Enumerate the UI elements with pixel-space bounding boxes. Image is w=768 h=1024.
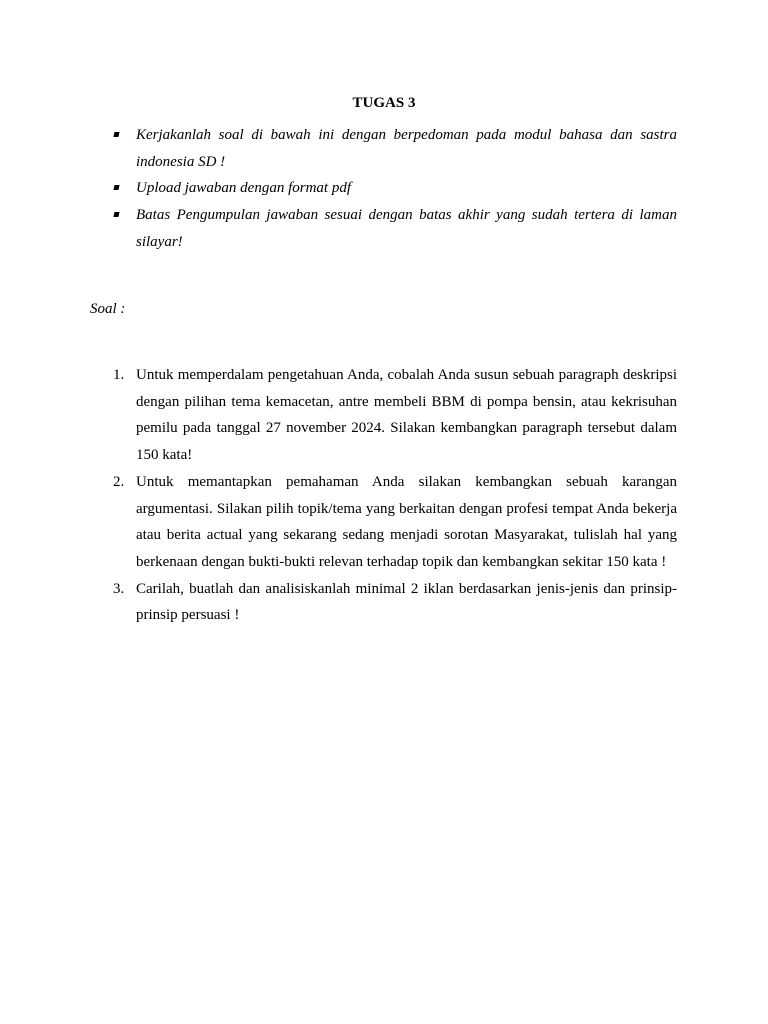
question-list — [106, 362, 677, 629]
document-title: TUGAS 3 — [352, 95, 416, 111]
square-bullet-icon — [113, 132, 119, 137]
instruction-item — [106, 202, 677, 255]
question-number: 2. — [113, 473, 125, 490]
question-item — [106, 576, 677, 629]
instruction-text: Kerjakanlah soal di bawah ini dengan berpedoman pada modul bahasa dan sastra indonesia SD ! — [136, 127, 677, 170]
instruction-item — [106, 175, 677, 202]
question-text: Untuk memantapkan pemahaman Anda silakan kembangkan sebuah karangan argumentasi. Silakan pilih topik/tema yang berkaitan dengan profesi tempat Anda bekerja atau berita actual yang sekarang sedang menjadi sorotan Masyarakat, tulislah hal yang berkenaan dengan bukti-bukti relevan terhadap topik dan kembangkan sekitar 150 kata ! — [136, 473, 677, 570]
question-text: Untuk memperdalam pengetahuan Anda, cobalah Anda susun sebuah paragraph deskripsi dengan pilihan tema kemacetan, antre membeli BBM di pompa bensin, atau kekrisuhan pemilu pada tanggal 27 november 2024. Silakan kembangkan paragraph tersebut dalam 150 kata! — [136, 367, 677, 464]
question-item — [106, 469, 677, 576]
square-bullet-icon — [113, 212, 119, 217]
question-item — [106, 362, 677, 469]
question-text: Carilah, buatlah dan analisiskanlah minimal 2 iklan berdasarkan jenis-jenis dan prinsip-prinsip persuasi ! — [136, 580, 677, 624]
question-number: 3. — [113, 580, 125, 597]
soal-label: Soal : — [90, 301, 126, 317]
instruction-item — [106, 122, 677, 175]
question-number: 1. — [113, 367, 125, 383]
instruction-list — [106, 122, 677, 256]
square-bullet-icon — [113, 185, 119, 190]
instruction-text: Batas Pengumpulan jawaban sesuai dengan batas akhir yang sudah tertera di laman silayar! — [136, 207, 677, 250]
instruction-text: Upload jawaban dengan format pdf — [136, 180, 352, 197]
